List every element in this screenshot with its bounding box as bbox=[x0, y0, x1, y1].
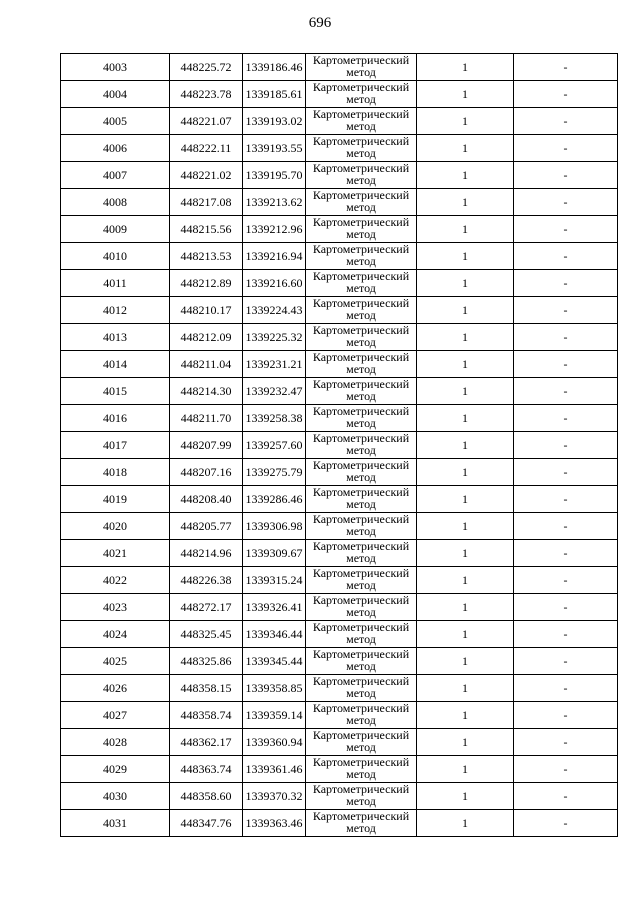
y-coordinate-cell: 1339346.44 bbox=[243, 621, 306, 648]
y-coordinate-cell: 1339225.32 bbox=[243, 324, 306, 351]
table-row bbox=[61, 81, 618, 108]
extra-cell: - bbox=[514, 162, 618, 189]
table-row bbox=[61, 675, 618, 702]
count-cell: 1 bbox=[417, 216, 514, 243]
point-number-cell: 4021 bbox=[61, 540, 170, 567]
extra-cell: - bbox=[514, 567, 618, 594]
y-coordinate-cell: 1339216.94 bbox=[243, 243, 306, 270]
count-cell: 1 bbox=[417, 378, 514, 405]
extra-cell: - bbox=[514, 405, 618, 432]
method-text: Картометрический метод bbox=[312, 593, 410, 619]
method-text: Картометрический метод bbox=[312, 431, 410, 457]
point-number-cell: 4029 bbox=[61, 756, 170, 783]
y-coordinate-cell: 1339309.67 bbox=[243, 540, 306, 567]
extra-cell: - bbox=[514, 270, 618, 297]
point-number-cell: 4011 bbox=[61, 270, 170, 297]
count-cell: 1 bbox=[417, 621, 514, 648]
method-text: Картометрический метод bbox=[312, 566, 410, 592]
method-cell bbox=[306, 405, 417, 432]
count-cell: 1 bbox=[417, 729, 514, 756]
table-row bbox=[61, 459, 618, 486]
y-coordinate-cell: 1339326.41 bbox=[243, 594, 306, 621]
count-cell: 1 bbox=[417, 567, 514, 594]
point-number-cell: 4023 bbox=[61, 594, 170, 621]
point-number-cell: 4025 bbox=[61, 648, 170, 675]
point-number-cell: 4012 bbox=[61, 297, 170, 324]
point-number-cell: 4015 bbox=[61, 378, 170, 405]
extra-cell: - bbox=[514, 675, 618, 702]
y-coordinate-cell: 1339193.55 bbox=[243, 135, 306, 162]
count-cell: 1 bbox=[417, 270, 514, 297]
method-text: Картометрический метод bbox=[312, 539, 410, 565]
extra-cell: - bbox=[514, 729, 618, 756]
table-row bbox=[61, 540, 618, 567]
extra-cell: - bbox=[514, 648, 618, 675]
method-text: Картометрический метод bbox=[312, 404, 410, 430]
y-coordinate-cell: 1339257.60 bbox=[243, 432, 306, 459]
count-cell: 1 bbox=[417, 648, 514, 675]
table-row bbox=[61, 405, 618, 432]
method-cell bbox=[306, 810, 417, 837]
method-text: Картометрический метод bbox=[312, 674, 410, 700]
method-text: Картометрический метод bbox=[312, 647, 410, 673]
page-number: 696 bbox=[308, 15, 332, 31]
count-cell: 1 bbox=[417, 702, 514, 729]
extra-cell: - bbox=[514, 756, 618, 783]
x-coordinate-cell: 448211.70 bbox=[170, 405, 243, 432]
table-row bbox=[61, 567, 618, 594]
y-coordinate-cell: 1339275.79 bbox=[243, 459, 306, 486]
x-coordinate-cell: 448214.96 bbox=[170, 540, 243, 567]
x-coordinate-cell: 448347.76 bbox=[170, 810, 243, 837]
table-row bbox=[61, 216, 618, 243]
method-cell bbox=[306, 648, 417, 675]
y-coordinate-cell: 1339195.70 bbox=[243, 162, 306, 189]
x-coordinate-cell: 448207.16 bbox=[170, 459, 243, 486]
x-coordinate-cell: 448214.30 bbox=[170, 378, 243, 405]
count-cell: 1 bbox=[417, 675, 514, 702]
method-cell bbox=[306, 756, 417, 783]
x-coordinate-cell: 448358.74 bbox=[170, 702, 243, 729]
method-text: Картометрический метод bbox=[312, 269, 410, 295]
count-cell: 1 bbox=[417, 243, 514, 270]
method-text: Картометрический метод bbox=[312, 161, 410, 187]
method-cell bbox=[306, 297, 417, 324]
x-coordinate-cell: 448226.38 bbox=[170, 567, 243, 594]
x-coordinate-cell: 448213.53 bbox=[170, 243, 243, 270]
table-row bbox=[61, 351, 618, 378]
count-cell: 1 bbox=[417, 81, 514, 108]
extra-cell: - bbox=[514, 81, 618, 108]
method-text: Картометрический метод bbox=[312, 377, 410, 403]
method-cell bbox=[306, 189, 417, 216]
x-coordinate-cell: 448221.02 bbox=[170, 162, 243, 189]
method-text: Картометрический метод bbox=[312, 242, 410, 268]
y-coordinate-cell: 1339224.43 bbox=[243, 297, 306, 324]
extra-cell: - bbox=[514, 459, 618, 486]
table-row bbox=[61, 243, 618, 270]
method-cell bbox=[306, 540, 417, 567]
point-number-cell: 4026 bbox=[61, 675, 170, 702]
method-cell bbox=[306, 486, 417, 513]
count-cell: 1 bbox=[417, 54, 514, 81]
table-row bbox=[61, 189, 618, 216]
count-cell: 1 bbox=[417, 405, 514, 432]
table-row bbox=[61, 270, 618, 297]
extra-cell: - bbox=[514, 810, 618, 837]
method-text: Картометрический метод bbox=[312, 728, 410, 754]
y-coordinate-cell: 1339363.46 bbox=[243, 810, 306, 837]
y-coordinate-cell: 1339370.32 bbox=[243, 783, 306, 810]
method-text: Картометрический метод bbox=[312, 80, 410, 106]
count-cell: 1 bbox=[417, 297, 514, 324]
method-cell bbox=[306, 594, 417, 621]
y-coordinate-cell: 1339232.47 bbox=[243, 378, 306, 405]
table-row bbox=[61, 297, 618, 324]
point-number-cell: 4022 bbox=[61, 567, 170, 594]
method-text: Картометрический метод bbox=[312, 458, 410, 484]
method-text: Картометрический метод bbox=[312, 107, 410, 133]
point-number-cell: 4031 bbox=[61, 810, 170, 837]
point-number-cell: 4004 bbox=[61, 81, 170, 108]
point-number-cell: 4030 bbox=[61, 783, 170, 810]
table-row bbox=[61, 378, 618, 405]
y-coordinate-cell: 1339213.62 bbox=[243, 189, 306, 216]
method-cell bbox=[306, 108, 417, 135]
extra-cell: - bbox=[514, 324, 618, 351]
table-row bbox=[61, 810, 618, 837]
extra-cell: - bbox=[514, 189, 618, 216]
table-row bbox=[61, 54, 618, 81]
extra-cell: - bbox=[514, 432, 618, 459]
x-coordinate-cell: 448363.74 bbox=[170, 756, 243, 783]
count-cell: 1 bbox=[417, 459, 514, 486]
y-coordinate-cell: 1339361.46 bbox=[243, 756, 306, 783]
extra-cell: - bbox=[514, 297, 618, 324]
x-coordinate-cell: 448325.86 bbox=[170, 648, 243, 675]
method-cell bbox=[306, 270, 417, 297]
table-row bbox=[61, 486, 618, 513]
y-coordinate-cell: 1339315.24 bbox=[243, 567, 306, 594]
point-number-cell: 4013 bbox=[61, 324, 170, 351]
y-coordinate-cell: 1339193.02 bbox=[243, 108, 306, 135]
method-text: Картометрический метод bbox=[312, 809, 410, 835]
table-row bbox=[61, 324, 618, 351]
method-cell bbox=[306, 81, 417, 108]
table-row bbox=[61, 162, 618, 189]
table-row bbox=[61, 783, 618, 810]
extra-cell: - bbox=[514, 621, 618, 648]
x-coordinate-cell: 448215.56 bbox=[170, 216, 243, 243]
y-coordinate-cell: 1339359.14 bbox=[243, 702, 306, 729]
extra-cell: - bbox=[514, 540, 618, 567]
method-text: Картометрический метод bbox=[312, 215, 410, 241]
method-cell bbox=[306, 162, 417, 189]
method-text: Картометрический метод bbox=[312, 755, 410, 781]
extra-cell: - bbox=[514, 513, 618, 540]
method-text: Картометрический метод bbox=[312, 134, 410, 160]
x-coordinate-cell: 448211.04 bbox=[170, 351, 243, 378]
method-cell bbox=[306, 567, 417, 594]
count-cell: 1 bbox=[417, 351, 514, 378]
method-text: Картометрический метод bbox=[312, 188, 410, 214]
count-cell: 1 bbox=[417, 594, 514, 621]
x-coordinate-cell: 448272.17 bbox=[170, 594, 243, 621]
y-coordinate-cell: 1339186.46 bbox=[243, 54, 306, 81]
x-coordinate-cell: 448358.60 bbox=[170, 783, 243, 810]
method-cell bbox=[306, 378, 417, 405]
y-coordinate-cell: 1339286.46 bbox=[243, 486, 306, 513]
point-number-cell: 4007 bbox=[61, 162, 170, 189]
method-text: Картометрический метод bbox=[312, 296, 410, 322]
x-coordinate-cell: 448205.77 bbox=[170, 513, 243, 540]
point-number-cell: 4005 bbox=[61, 108, 170, 135]
extra-cell: - bbox=[514, 243, 618, 270]
table-row bbox=[61, 108, 618, 135]
method-cell bbox=[306, 324, 417, 351]
extra-cell: - bbox=[514, 378, 618, 405]
table-row bbox=[61, 513, 618, 540]
y-coordinate-cell: 1339258.38 bbox=[243, 405, 306, 432]
count-cell: 1 bbox=[417, 513, 514, 540]
point-number-cell: 4020 bbox=[61, 513, 170, 540]
y-coordinate-cell: 1339358.85 bbox=[243, 675, 306, 702]
point-number-cell: 4017 bbox=[61, 432, 170, 459]
coordinates-table bbox=[60, 53, 618, 837]
count-cell: 1 bbox=[417, 540, 514, 567]
method-cell bbox=[306, 729, 417, 756]
count-cell: 1 bbox=[417, 324, 514, 351]
x-coordinate-cell: 448217.08 bbox=[170, 189, 243, 216]
x-coordinate-cell: 448222.11 bbox=[170, 135, 243, 162]
point-number-cell: 4014 bbox=[61, 351, 170, 378]
x-coordinate-cell: 448325.45 bbox=[170, 621, 243, 648]
table-row bbox=[61, 729, 618, 756]
extra-cell: - bbox=[514, 351, 618, 378]
y-coordinate-cell: 1339345.44 bbox=[243, 648, 306, 675]
table-row bbox=[61, 756, 618, 783]
count-cell: 1 bbox=[417, 756, 514, 783]
point-number-cell: 4018 bbox=[61, 459, 170, 486]
extra-cell: - bbox=[514, 135, 618, 162]
count-cell: 1 bbox=[417, 189, 514, 216]
extra-cell: - bbox=[514, 486, 618, 513]
method-text: Картометрический метод bbox=[312, 701, 410, 727]
coordinates-table-body bbox=[61, 54, 618, 837]
table-row bbox=[61, 432, 618, 459]
point-number-cell: 4024 bbox=[61, 621, 170, 648]
method-cell bbox=[306, 675, 417, 702]
method-cell bbox=[306, 54, 417, 81]
method-cell bbox=[306, 216, 417, 243]
extra-cell: - bbox=[514, 216, 618, 243]
method-text: Картометрический метод bbox=[312, 323, 410, 349]
method-cell bbox=[306, 459, 417, 486]
table-row bbox=[61, 621, 618, 648]
x-coordinate-cell: 448212.89 bbox=[170, 270, 243, 297]
point-number-cell: 4008 bbox=[61, 189, 170, 216]
method-cell bbox=[306, 621, 417, 648]
method-cell bbox=[306, 702, 417, 729]
extra-cell: - bbox=[514, 702, 618, 729]
method-cell bbox=[306, 135, 417, 162]
x-coordinate-cell: 448362.17 bbox=[170, 729, 243, 756]
point-number-cell: 4010 bbox=[61, 243, 170, 270]
x-coordinate-cell: 448212.09 bbox=[170, 324, 243, 351]
extra-cell: - bbox=[514, 783, 618, 810]
y-coordinate-cell: 1339216.60 bbox=[243, 270, 306, 297]
count-cell: 1 bbox=[417, 783, 514, 810]
method-text: Картометрический метод bbox=[312, 53, 410, 79]
extra-cell: - bbox=[514, 594, 618, 621]
method-text: Картометрический метод bbox=[312, 512, 410, 538]
point-number-cell: 4019 bbox=[61, 486, 170, 513]
method-cell bbox=[306, 351, 417, 378]
point-number-cell: 4027 bbox=[61, 702, 170, 729]
count-cell: 1 bbox=[417, 162, 514, 189]
method-cell bbox=[306, 243, 417, 270]
point-number-cell: 4009 bbox=[61, 216, 170, 243]
point-number-cell: 4003 bbox=[61, 54, 170, 81]
table-row bbox=[61, 702, 618, 729]
method-text: Картометрический метод bbox=[312, 485, 410, 511]
y-coordinate-cell: 1339306.98 bbox=[243, 513, 306, 540]
point-number-cell: 4028 bbox=[61, 729, 170, 756]
point-number-cell: 4006 bbox=[61, 135, 170, 162]
table-row bbox=[61, 135, 618, 162]
x-coordinate-cell: 448223.78 bbox=[170, 81, 243, 108]
x-coordinate-cell: 448358.15 bbox=[170, 675, 243, 702]
x-coordinate-cell: 448225.72 bbox=[170, 54, 243, 81]
count-cell: 1 bbox=[417, 432, 514, 459]
count-cell: 1 bbox=[417, 810, 514, 837]
extra-cell: - bbox=[514, 54, 618, 81]
method-text: Картометрический метод bbox=[312, 620, 410, 646]
count-cell: 1 bbox=[417, 108, 514, 135]
count-cell: 1 bbox=[417, 135, 514, 162]
y-coordinate-cell: 1339231.21 bbox=[243, 351, 306, 378]
table-row bbox=[61, 594, 618, 621]
y-coordinate-cell: 1339212.96 bbox=[243, 216, 306, 243]
method-cell bbox=[306, 432, 417, 459]
method-cell bbox=[306, 513, 417, 540]
x-coordinate-cell: 448221.07 bbox=[170, 108, 243, 135]
table-row bbox=[61, 648, 618, 675]
method-cell bbox=[306, 783, 417, 810]
extra-cell: - bbox=[514, 108, 618, 135]
point-number-cell: 4016 bbox=[61, 405, 170, 432]
x-coordinate-cell: 448210.17 bbox=[170, 297, 243, 324]
x-coordinate-cell: 448207.99 bbox=[170, 432, 243, 459]
y-coordinate-cell: 1339185.61 bbox=[243, 81, 306, 108]
count-cell: 1 bbox=[417, 486, 514, 513]
y-coordinate-cell: 1339360.94 bbox=[243, 729, 306, 756]
method-text: Картометрический метод bbox=[312, 782, 410, 808]
x-coordinate-cell: 448208.40 bbox=[170, 486, 243, 513]
method-text: Картометрический метод bbox=[312, 350, 410, 376]
